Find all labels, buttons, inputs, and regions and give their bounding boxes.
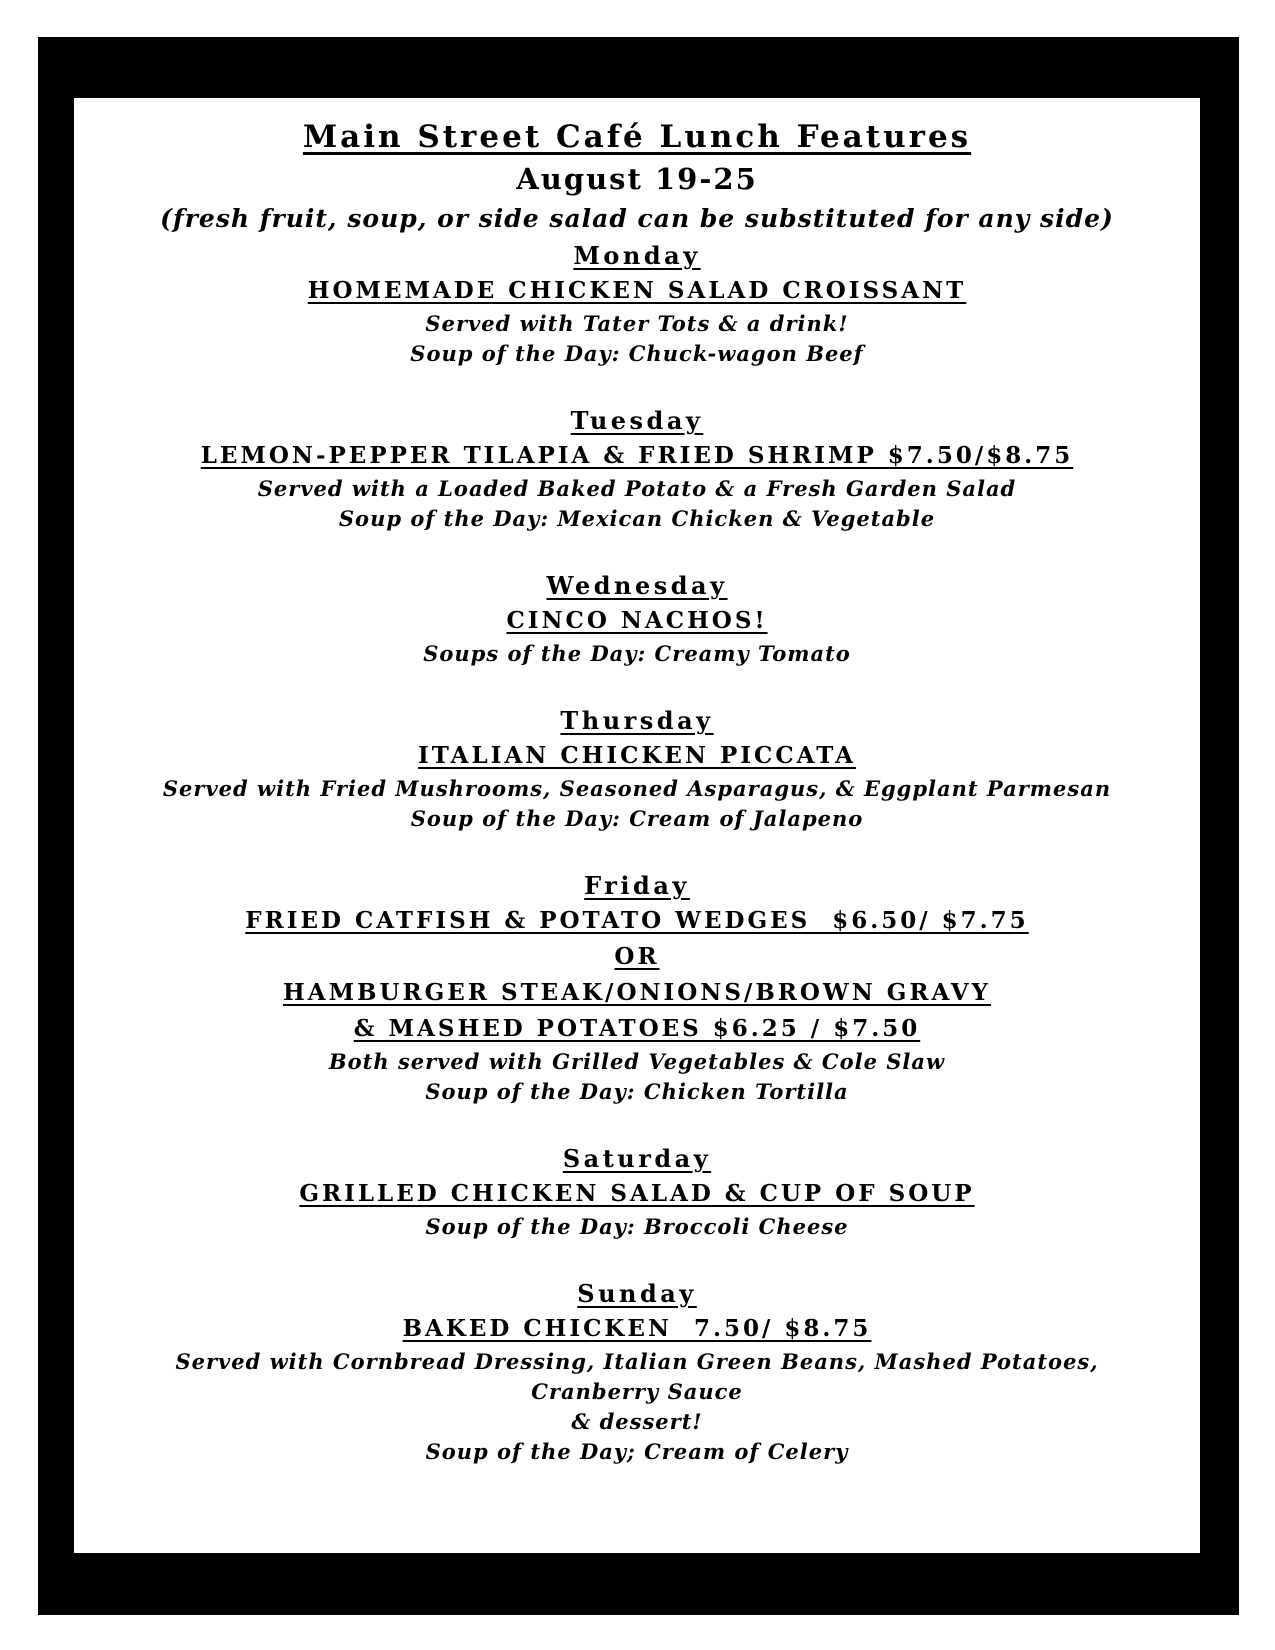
sunday-description-1: Served with Cornbread Dressing, Italian Green Beans, Mashed Potatoes, [175,1349,1099,1374]
friday-or: OR [614,943,660,970]
day-heading-wednesday: Wednesday [546,571,728,600]
wednesday-soup: Soups of the Day: Creamy Tomato [423,641,851,666]
monday-soup: Soup of the Day: Chuck-wagon Beef [410,341,864,366]
sunday-description-3: & dessert! [571,1409,703,1434]
menu-title: Main Street Café Lunch Features [302,119,972,155]
sunday-description-2: Cranberry Sauce [531,1379,743,1404]
monday-dish: HOMEMADE CHICKEN SALAD CROISSANT [307,277,967,304]
day-heading-tuesday: Tuesday [570,406,704,435]
sunday-section [74,1276,1200,1467]
substitution-note: (fresh fruit, soup, or side salad can be substituted for any side) [160,204,1114,233]
friday-soup: Soup of the Day: Chicken Tortilla [425,1079,849,1104]
thursday-description: Served with Fried Mushrooms, Seasoned Asparagus, & Eggplant Parmesan [162,776,1112,801]
friday-dish-1: FRIED CATFISH & POTATO WEDGES $6.50/ $7.75 [245,907,1029,934]
friday-section [74,868,1200,1107]
sunday-soup: Soup of the Day; Cream of Celery [425,1439,849,1464]
day-heading-monday: Monday [573,241,701,270]
sunday-dish: BAKED CHICKEN 7.50/ $8.75 [402,1315,872,1342]
menu-content [74,116,1200,1467]
monday-section [74,238,1200,369]
wednesday-section [74,568,1200,669]
friday-dish-2: HAMBURGER STEAK/ONIONS/BROWN GRAVY [283,979,991,1006]
day-heading-thursday: Thursday [560,706,714,735]
tuesday-dish: LEMON-PEPPER TILAPIA & FRIED SHRIMP $7.50/$8.75 [200,442,1074,469]
tuesday-soup: Soup of the Day: Mexican Chicken & Vegetable [338,506,936,531]
menu-sheet [74,98,1200,1553]
friday-description: Both served with Grilled Vegetables & Cole Slaw [328,1049,946,1074]
saturday-dish: GRILLED CHICKEN SALAD & CUP OF SOUP [299,1180,975,1207]
friday-dish-3: & MASHED POTATOES $6.25 / $7.50 [353,1015,921,1042]
saturday-soup: Soup of the Day: Broccoli Cheese [425,1214,849,1239]
tuesday-description: Served with a Loaded Baked Potato & a Fresh Garden Salad [257,476,1017,501]
day-heading-friday: Friday [584,871,690,900]
wednesday-dish: CINCO NACHOS! [506,607,768,634]
day-heading-saturday: Saturday [562,1144,712,1173]
thursday-section [74,703,1200,834]
monday-description: Served with Tater Tots & a drink! [425,311,849,336]
menu-dates: August 19-25 [516,162,758,196]
tuesday-section [74,403,1200,534]
saturday-section [74,1141,1200,1242]
day-heading-sunday: Sunday [577,1279,697,1308]
thursday-dish: ITALIAN CHICKEN PICCATA [418,742,856,769]
thursday-soup: Soup of the Day: Cream of Jalapeno [410,806,864,831]
